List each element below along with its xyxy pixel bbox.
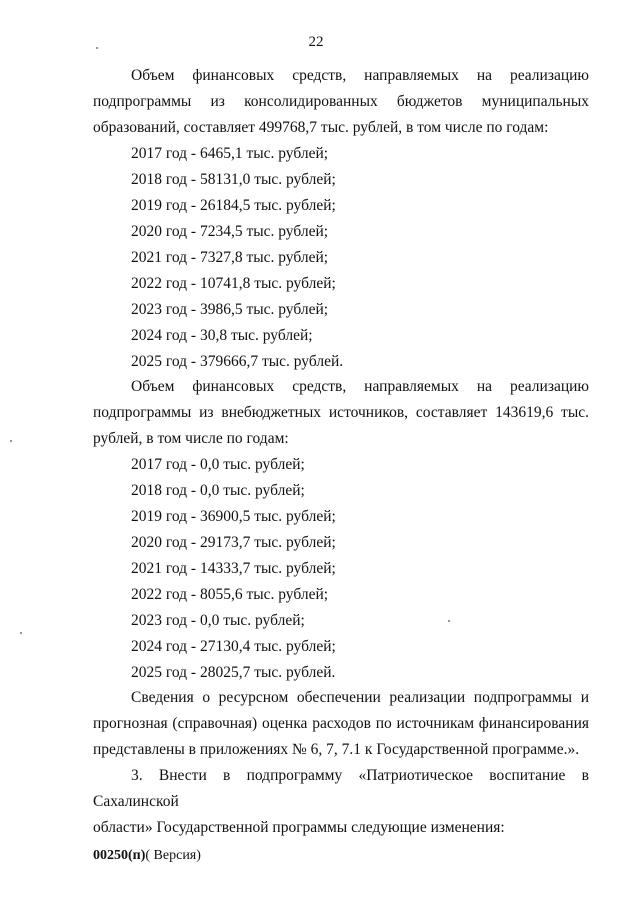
paragraph-line: представлены в приложениях № 6, 7, 7.1 к Государственной программе.». bbox=[93, 741, 580, 758]
list-item: 2017 год - 6465,1 тыс. рублей; bbox=[131, 145, 329, 162]
paragraph-line: образований, составляет 499768,7 тыс. рублей, в том числе по годам: bbox=[93, 119, 549, 136]
paragraph-line: Сведения о ресурсном обеспечении реализации подпрограммы и bbox=[131, 689, 589, 706]
scan-speck bbox=[448, 620, 450, 622]
list-item: 2020 год - 7234,5 тыс. рублей; bbox=[131, 223, 329, 240]
list-item: 2022 год - 8055,6 тыс. рублей; bbox=[131, 586, 329, 603]
paragraph-line: прогнозная (справочная) оценка расходов по источникам финансирования bbox=[93, 715, 589, 732]
paragraph-resource-info bbox=[93, 685, 589, 763]
list-item: 2023 год - 3986,5 тыс. рублей; bbox=[131, 301, 329, 318]
paragraph-line: области» Государственной программы следующие изменения: bbox=[93, 819, 505, 836]
extrabudgetary-by-year-list bbox=[131, 452, 336, 686]
list-item: 2024 год - 30,8 тыс. рублей; bbox=[131, 327, 313, 344]
paragraph-amendment bbox=[93, 763, 589, 841]
scan-speck bbox=[96, 47, 98, 49]
list-item: 2024 год - 27130,4 тыс. рублей; bbox=[131, 638, 336, 655]
list-item: 2025 год - 379666,7 тыс. рублей. bbox=[131, 353, 344, 370]
list-item: 2021 год - 7327,8 тыс. рублей; bbox=[131, 249, 329, 266]
list-item: 2023 год - 0,0 тыс. рублей; bbox=[131, 612, 305, 629]
list-item: 2025 год - 28025,7 тыс. рублей. bbox=[131, 664, 336, 681]
paragraph-line: подпрограммы из внебюджетных источников, составляет 143619,6 тыс. bbox=[93, 404, 589, 421]
paragraph-extrabudgetary bbox=[93, 374, 589, 452]
list-item: 2018 год - 58131,0 тыс. рублей; bbox=[131, 171, 336, 188]
list-item: 2019 год - 26184,5 тыс. рублей; bbox=[131, 197, 336, 214]
document-version: ( Версия) bbox=[145, 848, 201, 863]
paragraph-municipal-budget bbox=[93, 63, 589, 141]
page-number: 22 bbox=[308, 34, 324, 50]
paragraph-line: Объем финансовых средств, направляемых на реализацию bbox=[131, 378, 589, 395]
document-code: 00250(п) bbox=[93, 848, 146, 863]
list-item: 2022 год - 10741,8 тыс. рублей; bbox=[131, 275, 336, 292]
municipal-budget-by-year-list bbox=[131, 141, 343, 375]
list-item: 2020 год - 29173,7 тыс. рублей; bbox=[131, 534, 336, 551]
list-item: 2018 год - 0,0 тыс. рублей; bbox=[131, 482, 305, 499]
list-item: 2021 год - 14333,7 тыс. рублей; bbox=[131, 560, 336, 577]
paragraph-line: 3. Внести в подпрограмму «Патриотическое воспитание в Сахалинской bbox=[93, 767, 589, 810]
list-item: 2017 год - 0,0 тыс. рублей; bbox=[131, 456, 305, 473]
scan-speck bbox=[10, 440, 12, 442]
list-item: 2019 год - 36900,5 тыс. рублей; bbox=[131, 508, 336, 525]
paragraph-line: рублей, в том числе по годам: bbox=[93, 430, 289, 447]
scan-speck bbox=[20, 632, 22, 634]
paragraph-line: Объем финансовых средств, направляемых на реализацию bbox=[131, 67, 589, 84]
paragraph-line: подпрограммы из консолидированных бюджетов муниципальных bbox=[93, 93, 589, 110]
document-footer bbox=[93, 848, 201, 864]
